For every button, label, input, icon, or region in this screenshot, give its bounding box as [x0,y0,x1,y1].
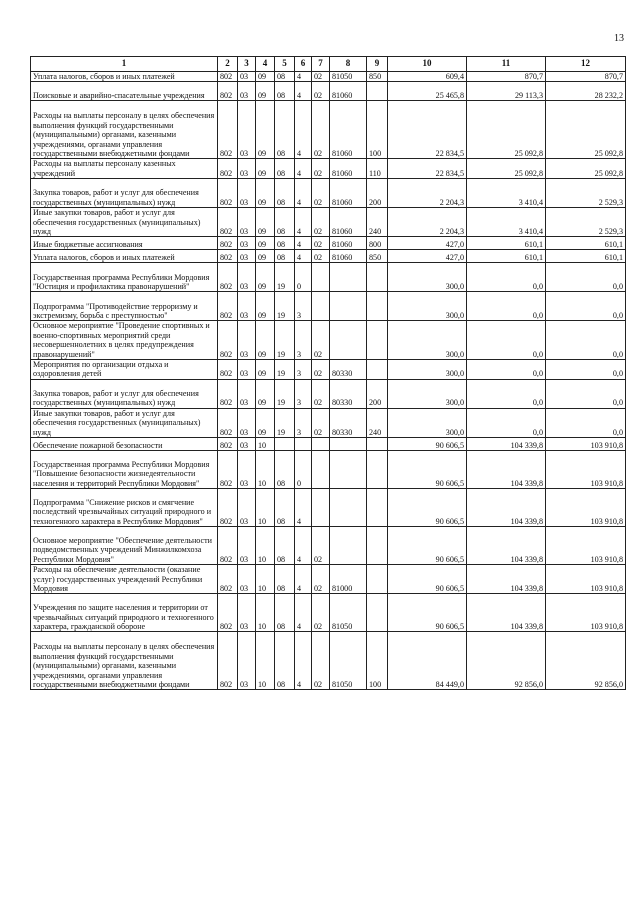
column-header-8: 8 [330,57,367,72]
subsection-cell: 10 [256,438,275,451]
name-cell: Иные закупки товаров, работ и услуг для обеспечения государственных (муниципальных) нужд [31,208,218,237]
event-cell [312,438,330,451]
column-header-4: 4 [256,57,275,72]
direction-cell: 80330 [330,379,367,408]
program-cell: 08 [275,250,295,263]
expense-type-cell [367,527,388,565]
subprogram-cell: 4 [295,82,312,101]
ministry-code-cell: 802 [218,360,238,380]
amount-year3-cell: 103 910,8 [546,527,626,565]
name-cell: Обеспечение пожарной безопасности [31,438,218,451]
amount-year1-cell: 2 204,3 [388,208,467,237]
expense-type-cell [367,594,388,632]
section-cell: 03 [238,250,256,263]
direction-cell: 80330 [330,408,367,437]
name-cell: Уплата налогов, сборов и иных платежей [31,72,218,82]
subsection-cell: 09 [256,237,275,250]
column-header-10: 10 [388,57,467,72]
ministry-code-cell: 802 [218,237,238,250]
direction-cell: 81050 [330,72,367,82]
subprogram-cell: 4 [295,179,312,208]
amount-year3-cell: 103 910,8 [546,438,626,451]
amount-year1-cell: 300,0 [388,263,467,292]
subprogram-cell: 3 [295,360,312,380]
table-row [31,237,626,250]
event-cell: 02 [312,179,330,208]
name-cell: Уплата налогов, сборов и иных платежей [31,250,218,263]
subsection-cell: 10 [256,527,275,565]
direction-cell [330,451,367,489]
ministry-code-cell: 802 [218,438,238,451]
event-cell: 02 [312,360,330,380]
direction-cell: 81060 [330,82,367,101]
amount-year3-cell: 610,1 [546,237,626,250]
direction-cell [330,438,367,451]
program-cell: 08 [275,489,295,527]
amount-year2-cell: 0,0 [467,360,546,380]
table-row [31,632,626,690]
direction-cell: 81050 [330,594,367,632]
subsection-cell: 10 [256,565,275,594]
subprogram-cell: 3 [295,379,312,408]
direction-cell: 81060 [330,250,367,263]
event-cell [312,489,330,527]
direction-cell [330,321,367,360]
subsection-cell: 09 [256,82,275,101]
amount-year3-cell: 103 910,8 [546,451,626,489]
expense-type-cell: 100 [367,632,388,690]
expense-type-cell: 200 [367,379,388,408]
column-header-5: 5 [275,57,295,72]
program-cell: 08 [275,179,295,208]
program-cell: 08 [275,237,295,250]
ministry-code-cell: 802 [218,263,238,292]
subsection-cell: 10 [256,451,275,489]
amount-year1-cell: 300,0 [388,379,467,408]
program-cell: 08 [275,101,295,159]
expense-type-cell [367,451,388,489]
subsection-cell: 09 [256,321,275,360]
expense-type-cell: 240 [367,408,388,437]
section-cell: 03 [238,632,256,690]
amount-year3-cell: 0,0 [546,292,626,321]
program-cell [275,438,295,451]
subprogram-cell: 4 [295,489,312,527]
name-cell: Закупка товаров, работ и услуг для обеспечения государственных (муниципальных) нужд [31,379,218,408]
amount-year2-cell: 3 410,4 [467,179,546,208]
direction-cell [330,292,367,321]
section-cell: 03 [238,292,256,321]
subprogram-cell: 4 [295,72,312,82]
amount-year1-cell: 22 834,5 [388,101,467,159]
name-cell: Государственная программа Республики Мордовия "Юстиция и профилактика правонарушений" [31,263,218,292]
name-cell: Расходы на выплаты персоналу в целях обеспечения выполнения функций государственными (муниципальными) органами, казенными учреждениями, органами управления государственными внебюджетными фондами [31,101,218,159]
name-cell: Расходы на обеспечение деятельности (оказание услуг) государственных учреждений Республики Мордовия [31,565,218,594]
event-cell: 02 [312,101,330,159]
ministry-code-cell: 802 [218,594,238,632]
table-row [31,451,626,489]
event-cell: 02 [312,594,330,632]
ministry-code-cell: 802 [218,159,238,179]
expense-type-cell [367,82,388,101]
direction-cell [330,263,367,292]
name-cell: Подпрограмма "Противодействие терроризму и экстремизму, борьба с преступностью" [31,292,218,321]
expense-type-cell: 200 [367,179,388,208]
column-header-3: 3 [238,57,256,72]
ministry-code-cell: 802 [218,292,238,321]
table-row [31,208,626,237]
name-cell: Закупка товаров, работ и услуг для обеспечения государственных (муниципальных) нужд [31,179,218,208]
section-cell: 03 [238,82,256,101]
amount-year2-cell: 25 092,8 [467,159,546,179]
expense-type-cell [367,565,388,594]
amount-year3-cell: 25 092,8 [546,101,626,159]
program-cell: 19 [275,321,295,360]
table-row [31,159,626,179]
amount-year3-cell: 103 910,8 [546,489,626,527]
direction-cell: 81060 [330,237,367,250]
event-cell: 02 [312,82,330,101]
event-cell [312,292,330,321]
section-cell: 03 [238,438,256,451]
expense-type-cell: 800 [367,237,388,250]
section-cell: 03 [238,594,256,632]
event-cell: 02 [312,632,330,690]
budget-table [30,56,626,690]
section-cell: 03 [238,101,256,159]
program-cell: 19 [275,360,295,380]
program-cell: 08 [275,527,295,565]
subprogram-cell: 4 [295,101,312,159]
column-header-1: 1 [31,57,218,72]
program-cell: 08 [275,632,295,690]
amount-year2-cell: 104 339,8 [467,594,546,632]
subprogram-cell: 4 [295,237,312,250]
table-row [31,72,626,82]
amount-year3-cell: 2 529,3 [546,208,626,237]
amount-year1-cell: 300,0 [388,360,467,380]
name-cell: Основное мероприятие "Проведение спортивных и военно-спортивных мероприятий среди несовершеннолетних в целях предупреждения правонарушений" [31,321,218,360]
program-cell: 19 [275,379,295,408]
amount-year2-cell: 104 339,8 [467,565,546,594]
program-cell: 08 [275,159,295,179]
amount-year3-cell: 610,1 [546,250,626,263]
program-cell: 08 [275,565,295,594]
section-cell: 03 [238,237,256,250]
table-row [31,489,626,527]
table-row [31,408,626,437]
amount-year2-cell: 3 410,4 [467,208,546,237]
event-cell: 02 [312,208,330,237]
table-row [31,565,626,594]
event-cell: 02 [312,237,330,250]
event-cell: 02 [312,250,330,263]
subprogram-cell: 0 [295,263,312,292]
section-cell: 03 [238,408,256,437]
column-header-12: 12 [546,57,626,72]
amount-year2-cell: 0,0 [467,321,546,360]
subsection-cell: 09 [256,263,275,292]
expense-type-cell: 850 [367,72,388,82]
amount-year2-cell: 610,1 [467,250,546,263]
section-cell: 03 [238,379,256,408]
subprogram-cell: 4 [295,527,312,565]
amount-year1-cell: 90 606,5 [388,438,467,451]
subsection-cell: 10 [256,594,275,632]
direction-cell [330,527,367,565]
event-cell [312,451,330,489]
amount-year1-cell: 25 465,8 [388,82,467,101]
section-cell: 03 [238,72,256,82]
table-row [31,250,626,263]
table-row [31,179,626,208]
amount-year1-cell: 300,0 [388,321,467,360]
ministry-code-cell: 802 [218,632,238,690]
column-header-9: 9 [367,57,388,72]
amount-year2-cell: 0,0 [467,292,546,321]
name-cell: Подпрограмма "Снижение рисков и смягчение последствий чрезвычайных ситуаций природного и техногенного характера в Республике Мордовия" [31,489,218,527]
subprogram-cell: 4 [295,632,312,690]
subsection-cell: 09 [256,159,275,179]
table-row [31,263,626,292]
ministry-code-cell: 802 [218,527,238,565]
event-cell: 02 [312,379,330,408]
expense-type-cell [367,292,388,321]
program-cell: 08 [275,82,295,101]
direction-cell [330,489,367,527]
program-cell: 08 [275,208,295,237]
ministry-code-cell: 802 [218,451,238,489]
subprogram-cell: 4 [295,208,312,237]
amount-year3-cell: 0,0 [546,408,626,437]
expense-type-cell [367,438,388,451]
amount-year3-cell: 25 092,8 [546,159,626,179]
section-cell: 03 [238,159,256,179]
column-header-7: 7 [312,57,330,72]
program-cell: 19 [275,263,295,292]
subprogram-cell [295,438,312,451]
amount-year2-cell: 870,7 [467,72,546,82]
table-row [31,379,626,408]
subprogram-cell: 0 [295,451,312,489]
subprogram-cell: 4 [295,594,312,632]
table-header-row [31,57,626,72]
amount-year1-cell: 427,0 [388,237,467,250]
ministry-code-cell: 802 [218,321,238,360]
subsection-cell: 09 [256,408,275,437]
direction-cell: 81060 [330,208,367,237]
amount-year1-cell: 90 606,5 [388,594,467,632]
event-cell: 02 [312,527,330,565]
name-cell: Иные закупки товаров, работ и услуг для обеспечения государственных (муниципальных) нужд [31,408,218,437]
amount-year2-cell: 0,0 [467,263,546,292]
section-cell: 03 [238,179,256,208]
event-cell: 02 [312,72,330,82]
subsection-cell: 09 [256,360,275,380]
section-cell: 03 [238,321,256,360]
column-header-11: 11 [467,57,546,72]
amount-year3-cell: 0,0 [546,360,626,380]
amount-year2-cell: 0,0 [467,379,546,408]
name-cell: Основное мероприятие "Обеспечение деятельности подведомственных учреждений Минжилкомхоза Республики Мордовия" [31,527,218,565]
amount-year1-cell: 300,0 [388,292,467,321]
expense-type-cell: 100 [367,101,388,159]
name-cell: Расходы на выплаты персоналу казенных учреждений [31,159,218,179]
event-cell: 02 [312,408,330,437]
column-header-2: 2 [218,57,238,72]
subprogram-cell: 4 [295,159,312,179]
expense-type-cell [367,489,388,527]
amount-year1-cell: 90 606,5 [388,451,467,489]
amount-year2-cell: 92 856,0 [467,632,546,690]
amount-year1-cell: 90 606,5 [388,489,467,527]
amount-year2-cell: 104 339,8 [467,527,546,565]
amount-year1-cell: 84 449,0 [388,632,467,690]
section-cell: 03 [238,489,256,527]
name-cell: Мероприятия по организации отдыха и оздоровления детей [31,360,218,380]
amount-year2-cell: 0,0 [467,408,546,437]
ministry-code-cell: 802 [218,489,238,527]
expense-type-cell [367,263,388,292]
subprogram-cell: 3 [295,408,312,437]
subsection-cell: 10 [256,489,275,527]
amount-year1-cell: 427,0 [388,250,467,263]
subsection-cell: 09 [256,250,275,263]
program-cell: 19 [275,292,295,321]
name-cell: Поисковые и аварийно-спасательные учреждения [31,82,218,101]
expense-type-cell: 850 [367,250,388,263]
amount-year3-cell: 28 232,2 [546,82,626,101]
table-row [31,527,626,565]
amount-year3-cell: 92 856,0 [546,632,626,690]
subsection-cell: 10 [256,632,275,690]
table-row [31,594,626,632]
amount-year3-cell: 0,0 [546,321,626,360]
name-cell: Расходы на выплаты персоналу в целях обеспечения выполнения функций государственными (муниципальными) органами, казенными учреждениями, органами управления государственными внебюджетными фондами [31,632,218,690]
direction-cell: 81060 [330,101,367,159]
program-cell: 08 [275,594,295,632]
subsection-cell: 09 [256,72,275,82]
section-cell: 03 [238,527,256,565]
section-cell: 03 [238,263,256,292]
program-cell: 08 [275,72,295,82]
amount-year3-cell: 0,0 [546,263,626,292]
section-cell: 03 [238,565,256,594]
amount-year3-cell: 2 529,3 [546,179,626,208]
program-cell: 19 [275,408,295,437]
subprogram-cell: 4 [295,565,312,594]
ministry-code-cell: 802 [218,82,238,101]
amount-year1-cell: 300,0 [388,408,467,437]
expense-type-cell [367,321,388,360]
table-row [31,292,626,321]
subsection-cell: 09 [256,379,275,408]
subsection-cell: 09 [256,101,275,159]
expense-type-cell [367,360,388,380]
amount-year3-cell: 103 910,8 [546,565,626,594]
event-cell [312,263,330,292]
direction-cell: 81060 [330,159,367,179]
subsection-cell: 09 [256,292,275,321]
amount-year1-cell: 2 204,3 [388,179,467,208]
ministry-code-cell: 802 [218,250,238,263]
amount-year2-cell: 104 339,8 [467,489,546,527]
amount-year1-cell: 90 606,5 [388,527,467,565]
amount-year2-cell: 25 092,8 [467,101,546,159]
amount-year3-cell: 870,7 [546,72,626,82]
table-row [31,360,626,380]
ministry-code-cell: 802 [218,379,238,408]
table-row [31,438,626,451]
name-cell: Учреждения по защите населения и территории от чрезвычайных ситуаций природного и техногенного характера, гражданской обороне [31,594,218,632]
amount-year1-cell: 90 606,5 [388,565,467,594]
direction-cell: 80330 [330,360,367,380]
name-cell: Государственная программа Республики Мордовия "Повышение безопасности жизнедеятельности населения и территорий Республики Мордовия" [31,451,218,489]
ministry-code-cell: 802 [218,179,238,208]
ministry-code-cell: 802 [218,72,238,82]
ministry-code-cell: 802 [218,408,238,437]
direction-cell: 81000 [330,565,367,594]
ministry-code-cell: 802 [218,208,238,237]
table-row [31,82,626,101]
event-cell: 02 [312,321,330,360]
program-cell: 08 [275,451,295,489]
subsection-cell: 09 [256,208,275,237]
event-cell: 02 [312,159,330,179]
table-row [31,101,626,159]
amount-year2-cell: 104 339,8 [467,438,546,451]
expense-type-cell: 240 [367,208,388,237]
page-number: 13 [614,33,624,44]
column-header-6: 6 [295,57,312,72]
subsection-cell: 09 [256,179,275,208]
expense-type-cell: 110 [367,159,388,179]
amount-year1-cell: 609,4 [388,72,467,82]
direction-cell: 81060 [330,179,367,208]
event-cell: 02 [312,565,330,594]
table-row [31,321,626,360]
ministry-code-cell: 802 [218,101,238,159]
ministry-code-cell: 802 [218,565,238,594]
subprogram-cell: 3 [295,292,312,321]
section-cell: 03 [238,208,256,237]
subprogram-cell: 3 [295,321,312,360]
amount-year2-cell: 610,1 [467,237,546,250]
name-cell: Иные бюджетные ассигнования [31,237,218,250]
amount-year2-cell: 29 113,3 [467,82,546,101]
subprogram-cell: 4 [295,250,312,263]
amount-year3-cell: 103 910,8 [546,594,626,632]
amount-year1-cell: 22 834,5 [388,159,467,179]
section-cell: 03 [238,360,256,380]
amount-year2-cell: 104 339,8 [467,451,546,489]
section-cell: 03 [238,451,256,489]
table-body [31,72,626,690]
direction-cell: 81050 [330,632,367,690]
amount-year3-cell: 0,0 [546,379,626,408]
